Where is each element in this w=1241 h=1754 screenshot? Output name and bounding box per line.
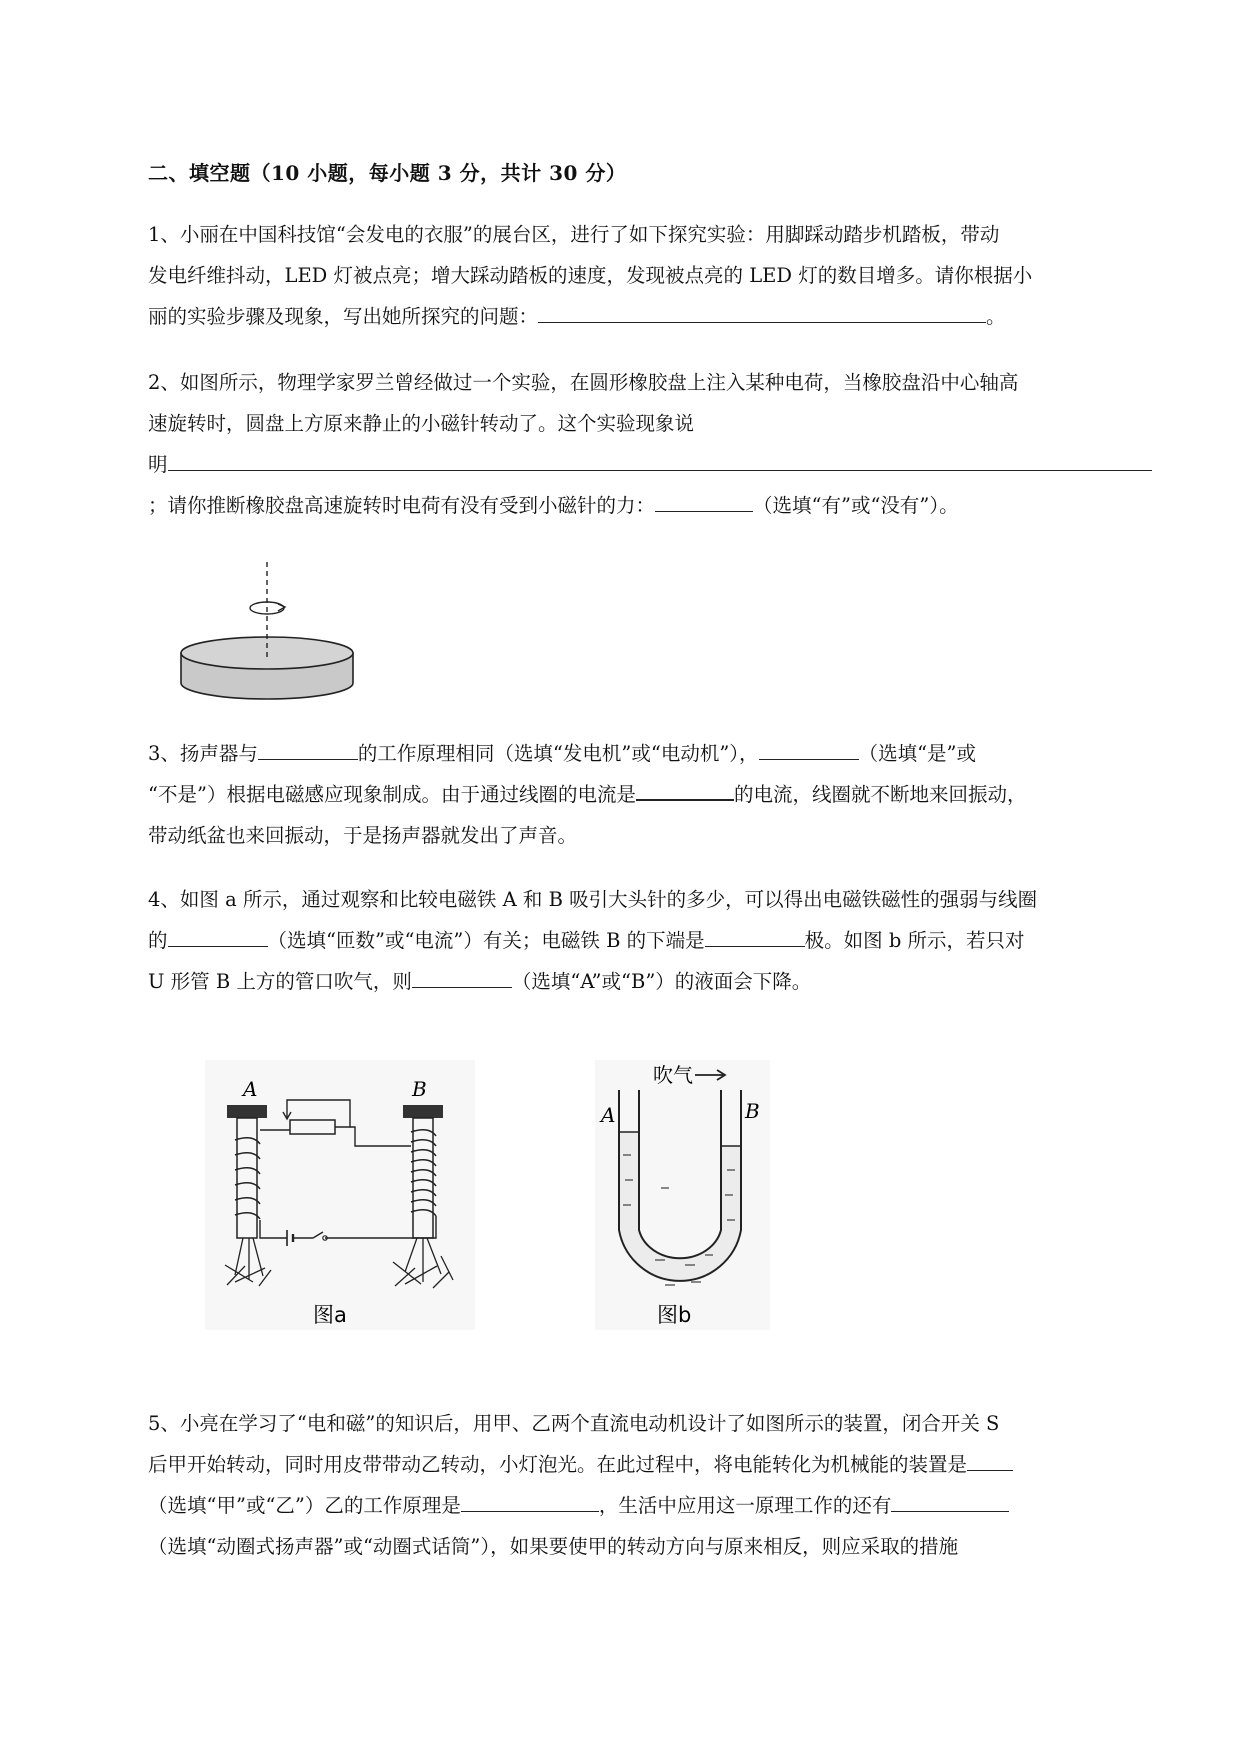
q5-line-2-a: 后甲开始转动，同时用皮带带动乙转动，小灯泡光。在此过程中，将电能转化为机械能的装置是 — [148, 1453, 968, 1476]
q3-line-1 — [148, 733, 1153, 774]
q3-line-2-b: 的电流，线圈就不断地来回振动， — [733, 783, 1027, 806]
q2-line-3-text: 明 — [148, 453, 168, 476]
question-2 — [148, 362, 1153, 526]
q5-line-4: （选填“动圈式扬声器”或“动圈式话筒”），如果要使甲的转动方向与原来相反，则应采取的措施 — [148, 1535, 959, 1558]
blow-label: 吹气 — [653, 1063, 693, 1087]
rotating-disk-figure — [175, 560, 375, 700]
q1-line-2: 发电纤维抖动，LED 灯被点亮；增大踩动踏板的速度，发现被点亮的 LED 灯的数目增多。请你根据小 — [148, 264, 1033, 287]
q3-line-3: 带动纸盆也来回振动，于是扬声器就发出了声音。 — [148, 824, 578, 847]
electromagnet-figure-a — [205, 1060, 475, 1330]
q2-line-3 — [148, 444, 1153, 485]
q2-line-4-text: ；请你推断橡胶盘高速旋转时电荷有没有受到小磁针的力： — [148, 494, 656, 517]
q1-line-3-text: 丽的实验步骤及现象，写出她所探究的问题： — [148, 305, 539, 328]
q4-line-3-b: （选填“A”或“B”）的液面会下降。 — [511, 970, 812, 993]
q4-line-3-a: U 形管 B 上方的管口吹气，则 — [148, 970, 412, 993]
q2-answer-blank-1[interactable] — [168, 450, 1152, 471]
q2-line-4-end: （选填“有”或“没有”）。 — [753, 494, 959, 517]
u-tube-figure-b — [595, 1060, 770, 1330]
q2-answer-blank-2[interactable] — [655, 491, 753, 512]
q3-line-1-c: （选填“是”或 — [858, 742, 977, 765]
question-4 — [148, 879, 1153, 1002]
q3-answer-blank-1[interactable] — [258, 739, 358, 760]
q5-line-1: 5、小亮在学习了“电和磁”的知识后，用甲、乙两个直流电动机设计了如图所示的装置，闭合开关 S — [148, 1412, 1000, 1435]
figure-b-caption: 图b — [657, 1303, 692, 1327]
electromagnet-b-cap — [403, 1105, 443, 1118]
q4-line-2-b: （选填“匝数”或“电流”）有关；电磁铁 B 的下端是 — [267, 929, 705, 952]
q4-line-2-c: 极。如图 b 所示，若只对 — [804, 929, 1025, 952]
q4-answer-blank-2[interactable] — [705, 926, 805, 947]
electromagnet-b-label: B — [412, 1077, 427, 1101]
q2-line-4 — [148, 485, 1153, 526]
q3-line-1-b: 的工作原理相同（选填“发电机”或“电动机”）， — [357, 742, 759, 765]
q5-line-3-a: （选填“甲”或“乙”）乙的工作原理是 — [148, 1494, 461, 1517]
q2-line-2: 速旋转时，圆盘上方原来静止的小磁针转动了。这个实验现象说 — [148, 412, 695, 435]
q4-line-3 — [148, 961, 1153, 1002]
q3-answer-blank-2[interactable] — [759, 739, 859, 760]
figure-a-caption: 图a — [313, 1303, 347, 1327]
q5-line-3-b: ，生活中应用这一原理工作的还有 — [598, 1494, 892, 1517]
q1-line-3 — [148, 296, 1153, 337]
q5-answer-blank-1[interactable] — [967, 1450, 1013, 1471]
q5-answer-blank-3[interactable] — [891, 1491, 1009, 1512]
q5-answer-blank-2[interactable] — [461, 1491, 599, 1512]
q5-line-2 — [148, 1444, 1153, 1485]
question-5 — [148, 1403, 1153, 1567]
q4-line-2-a: 的 — [148, 929, 168, 952]
q1-line-1: 1、小丽在中国科技馆“会发电的衣服”的展台区，进行了如下探究实验：用脚踩动踏步机踏板，带动 — [148, 223, 1000, 246]
question-3 — [148, 733, 1153, 856]
q3-line-2-a: “不是”）根据电磁感应现象制成。由于通过线圈的电流是 — [148, 783, 636, 806]
q1-answer-blank[interactable] — [538, 302, 986, 323]
q3-line-1-a: 3、扬声器与 — [148, 742, 258, 765]
q4-answer-blank-3[interactable] — [412, 967, 512, 988]
q3-answer-blank-3[interactable] — [636, 779, 734, 801]
tube-a-label: A — [601, 1103, 616, 1127]
q4-line-2 — [148, 920, 1153, 961]
question-1 — [148, 214, 1153, 337]
q5-line-3 — [148, 1485, 1153, 1526]
tube-b-label: B — [745, 1099, 760, 1123]
electromagnet-a-cap — [227, 1105, 267, 1118]
q1-line-3-end: 。 — [986, 305, 1006, 328]
q2-line-1: 2、如图所示，物理学家罗兰曾经做过一个实验，在圆形橡胶盘上注入某种电荷，当橡胶盘沿中心轴高 — [148, 371, 1019, 394]
section-heading: 二、填空题（10 小题，每小题 3 分，共计 30 分） — [148, 161, 627, 185]
q4-answer-blank-1[interactable] — [168, 926, 268, 947]
electromagnet-a-label: A — [243, 1077, 258, 1101]
q3-line-2 — [148, 774, 1153, 815]
q4-line-1: 4、如图 a 所示，通过观察和比较电磁铁 A 和 B 吸引大头针的多少，可以得出电磁铁磁性的强弱与线圈 — [148, 888, 1038, 911]
